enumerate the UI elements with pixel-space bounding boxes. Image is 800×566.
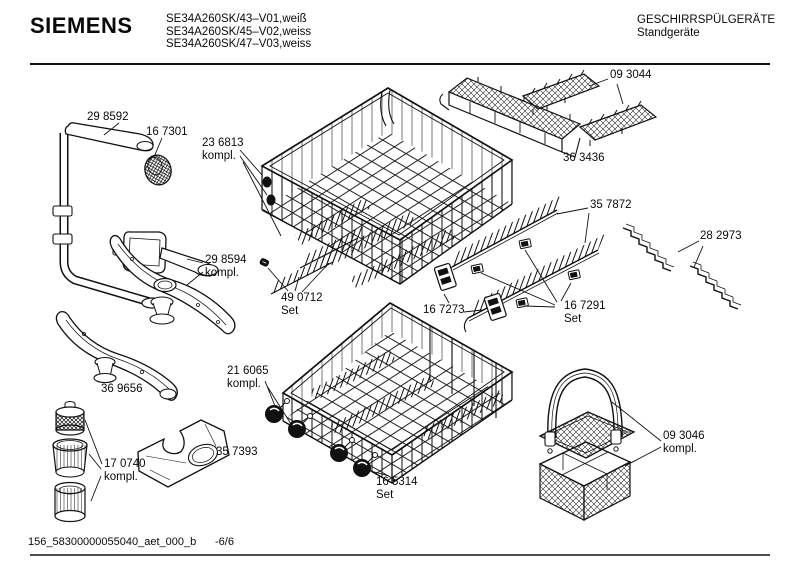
part-label-170740: 17 0740 kompl. [104,458,146,483]
part-label-369656: 36 9656 [101,383,143,395]
model-line-2: SE34A260SK/45–V02,weiss [166,25,312,38]
upper-spray-arm-drawing [110,232,235,334]
part-label-165314: 16 5314 Set [376,476,418,501]
part-label-236813: 23 6813 kompl. [202,137,244,162]
part-label-167273: 16 7273 [423,304,465,316]
part-label-363436: 36 3436 [563,152,605,164]
part-label-167301: 16 7301 [146,126,188,138]
part-label-093046: 09 3046 kompl. [663,430,705,455]
part-label-490712: 49 0712 Set [281,292,323,317]
part-label-357393: 35 7393 [216,446,258,458]
division-title: GESCHIRRSPÜLGERÄTE [637,14,776,26]
lower-basket-drawing [283,303,512,483]
part-label-216065: 21 6065 kompl. [227,365,269,390]
part-label-357872: 35 7872 [590,199,632,211]
part-label-093044: 09 3044 [610,69,652,81]
page-indicator: -6/6 [215,536,234,548]
part-label-167291: 16 7291 Set [564,300,606,325]
brand-logo: SIEMENS [30,13,133,38]
part-label-298594: 29 8594 kompl. [205,254,247,279]
model-line-3: SE34A260SK/47–V03,weiss [166,38,312,50]
model-line-1: SE34A260SK/43–V01,weiß [166,13,307,25]
product-division [637,14,775,40]
document-code: 156_58300000055040_aet_000_b [28,536,197,548]
part-label-282973: 28 2973 [700,230,742,242]
knob-drawing [142,152,175,188]
part-label-298592: 29 8592 [87,111,129,123]
division-subtitle: Standgeräte [637,27,700,39]
model-list [166,13,311,51]
cutlery-basket-drawing [540,369,634,520]
filter-set-drawing [53,402,87,522]
